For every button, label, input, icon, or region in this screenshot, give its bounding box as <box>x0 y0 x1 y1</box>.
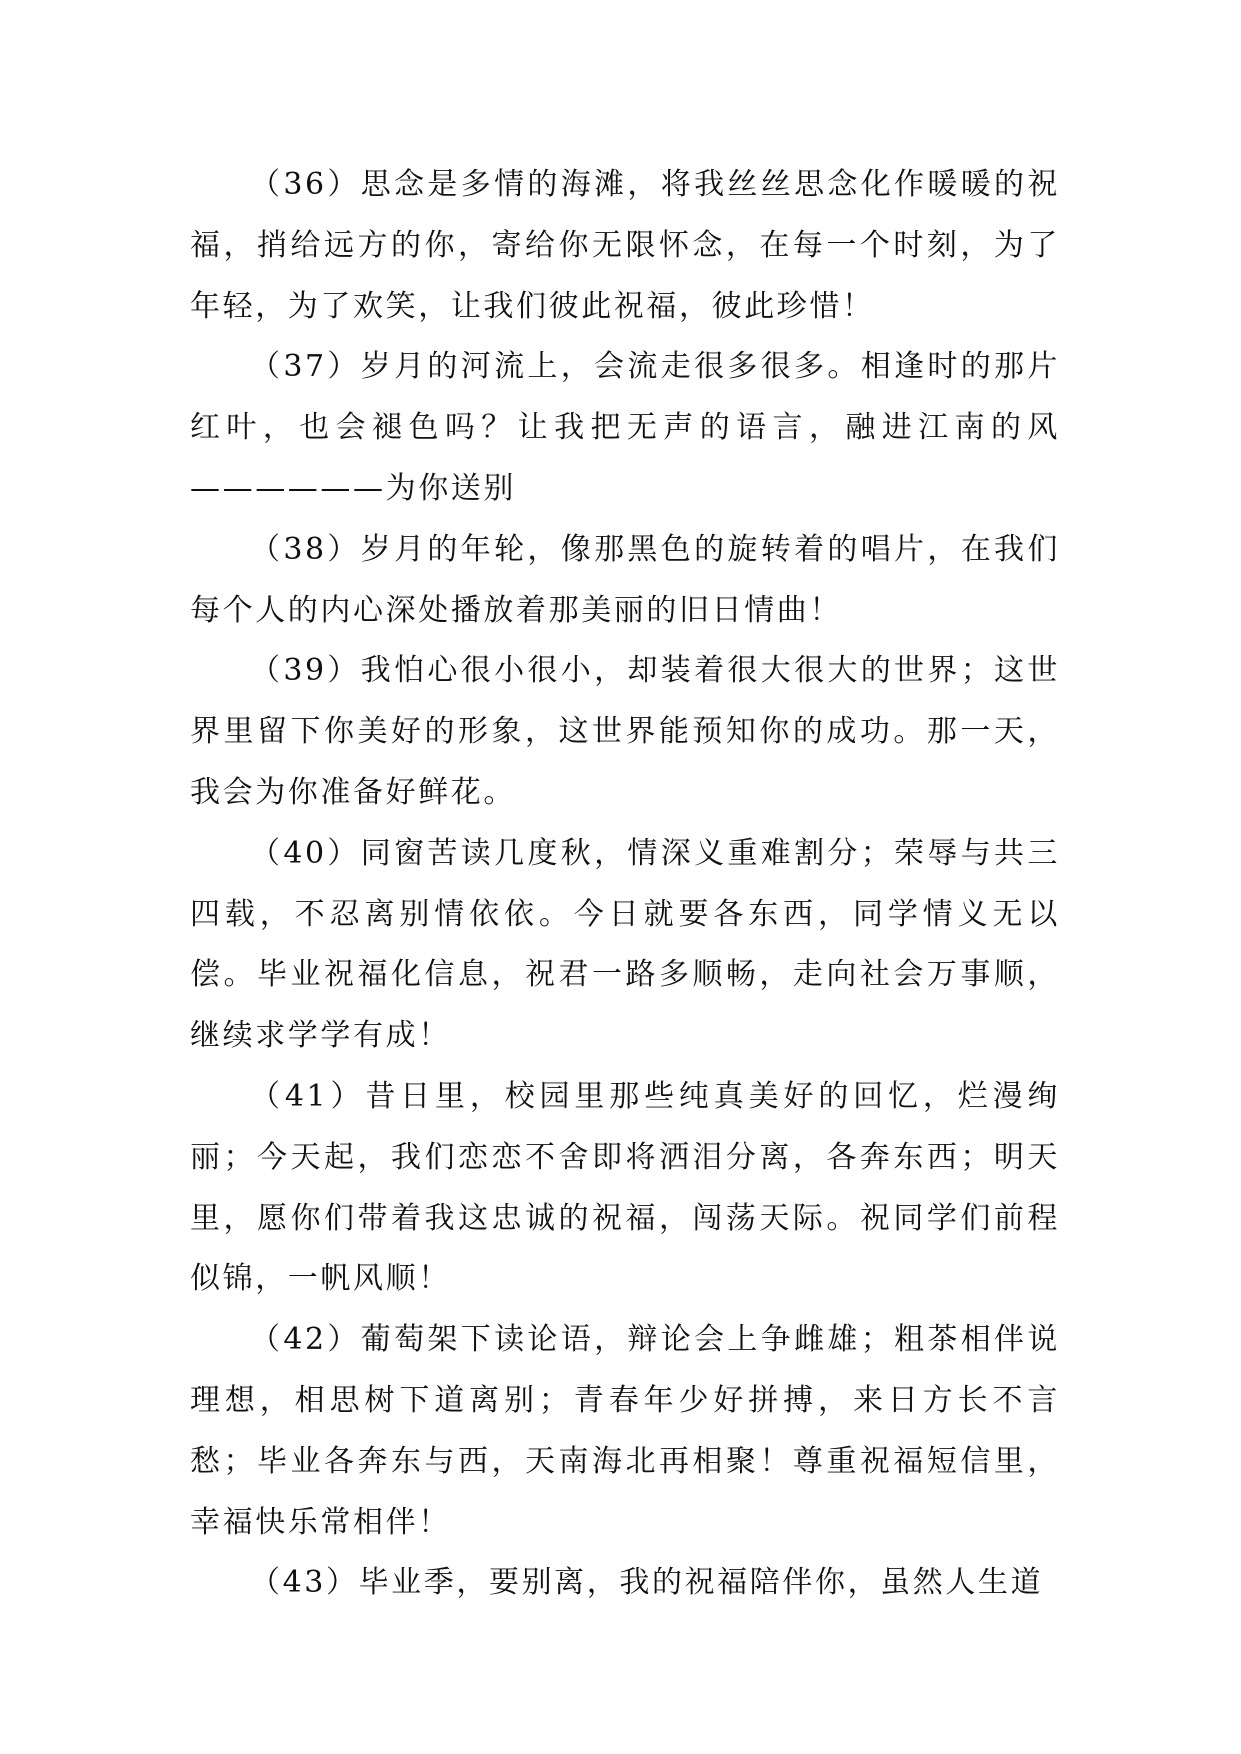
paragraph-40: （40）同窗苦读几度秋，情深义重难割分；荣辱与共三四载，不忍离别情依依。今日就要各东西，同学情义无以偿。毕业祝福化信息，祝君一路多顺畅，走向社会万事顺，继续求学学有成！ <box>190 835 1060 1054</box>
paragraph-36: （36）思念是多情的海滩，将我丝丝思念化作暖暖的祝福，捎给远方的你，寄给你无限怀念，在每一个时刻，为了年轻，为了欢笑，让我们彼此祝福，彼此珍惜！ <box>190 167 1060 324</box>
paragraph-39: （39）我怕心很小很小，却装着很大很大的世界；这世界里留下你美好的形象，这世界能预知你的成功。那一天，我会为你准备好鲜花。 <box>190 653 1060 810</box>
paragraph-38: （38）岁月的年轮，像那黑色的旋转着的唱片，在我们每个人的内心深处播放着那美丽的旧日情曲！ <box>190 531 1060 628</box>
paragraph-37: （37）岁月的河流上，会流走很多很多。相逢时的那片红叶，也会褪色吗？让我把无声的语言，融进江南的风——————为你送别 <box>190 349 1060 506</box>
paragraph-41: （41）昔日里，校园里那些纯真美好的回忆，烂漫绚丽；今天起，我们恋恋不舍即将洒泪分离，各奔东西；明天里，愿你们带着我这忠诚的祝福，闯荡天际。祝同学们前程似锦，一帆风顺！ <box>190 1078 1060 1297</box>
paragraph-43: （43）毕业季，要别离，我的祝福陪伴你，虽然人生道 <box>250 1565 1044 1601</box>
document-body <box>190 155 1060 1614</box>
paragraph-42: （42）葡萄架下读论语，辩论会上争雌雄；粗茶相伴说理想，相思树下道离别；青春年少好拼搏，来日方长不言愁；毕业各奔东与西，天南海北再相聚！尊重祝福短信里，幸福快乐常相伴！ <box>190 1322 1060 1540</box>
